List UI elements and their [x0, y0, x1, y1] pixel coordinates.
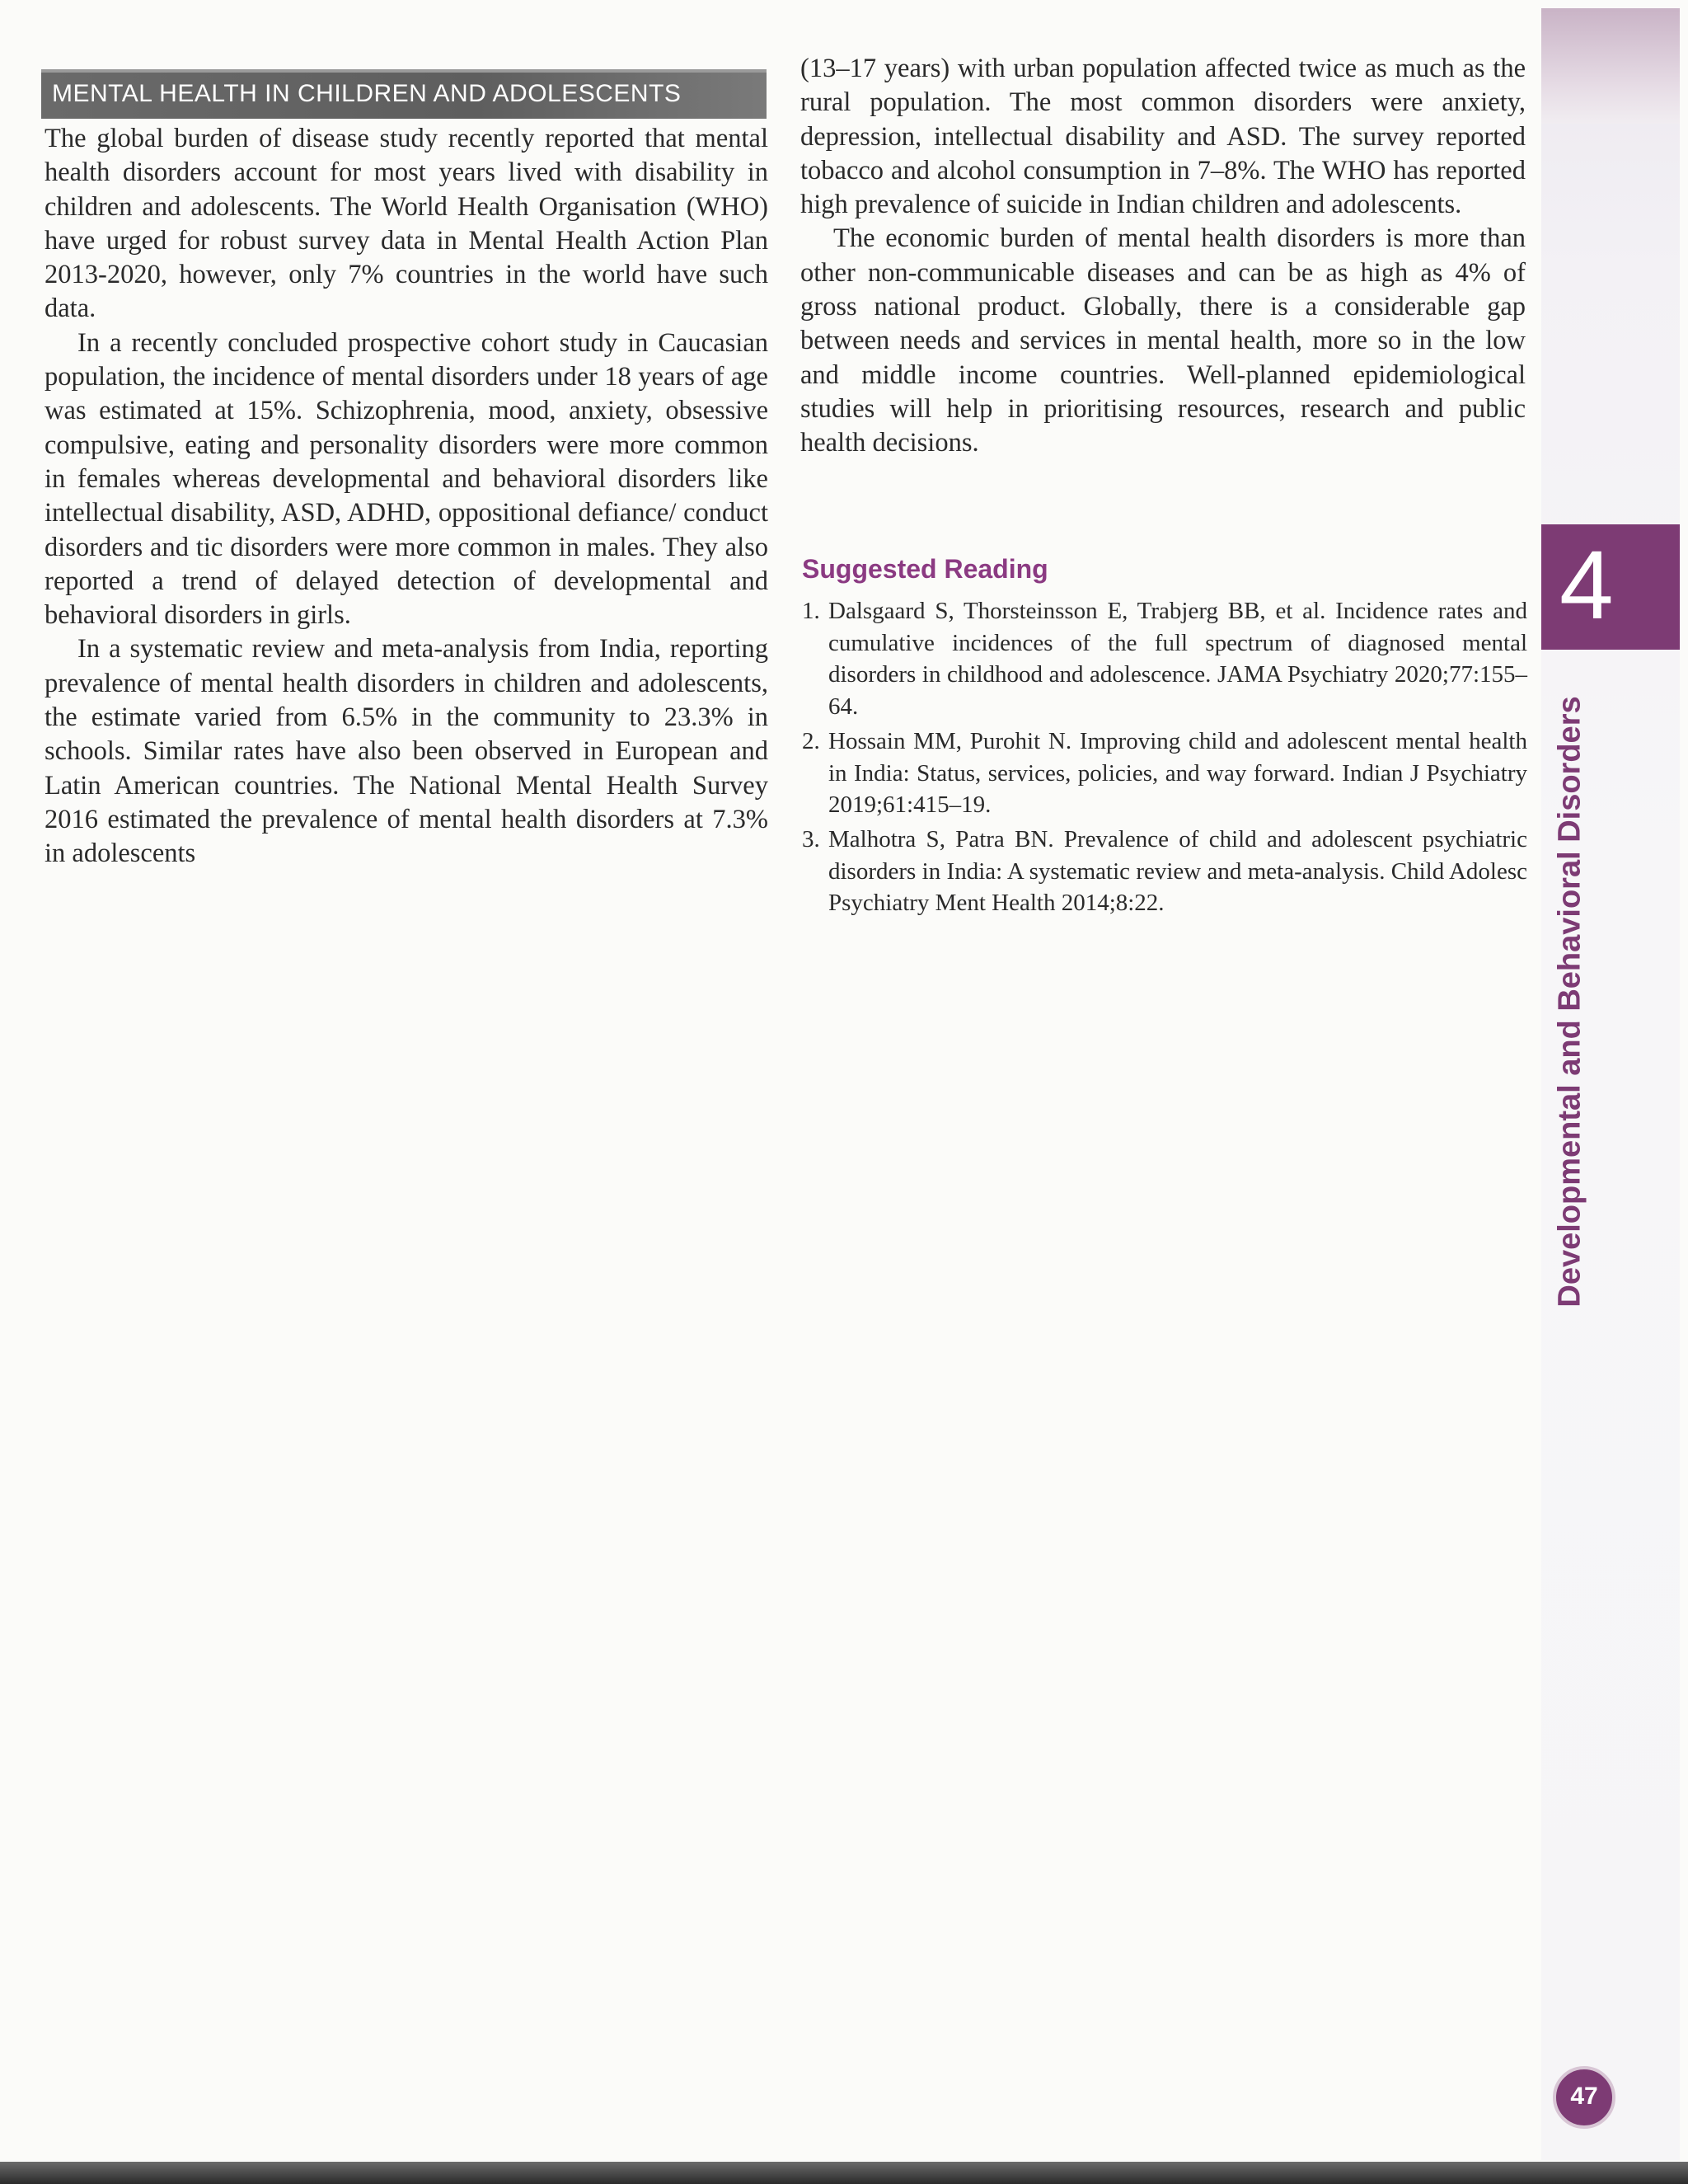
right-text-column [800, 52, 1526, 461]
side-margin-top-shade [1541, 8, 1680, 124]
reference-text: Hossain MM, Purohit N. Improving child and adolescent mental health in India: Status, services, policies, and way forward. Indian J Psychiatry 2019;61:415–19. [828, 727, 1527, 819]
reference-number: 3. [802, 825, 820, 852]
reference-item [802, 595, 1527, 723]
suggested-reading-heading: Suggested Reading [802, 554, 1048, 584]
section-heading: MENTAL HEALTH IN CHILDREN AND ADOLESCENTS [52, 80, 682, 107]
reference-number: 2. [802, 727, 820, 754]
chapter-title-vertical [1541, 668, 1599, 1336]
paragraph: In a systematic review and meta-analysis from India, reporting prevalence of mental health disorders in children and adolescents, the estimate varied from 6.5% in the community to 23.3% in schools. Similar rates have also been observed in European and Latin American countries. The National Mental Health Survey 2016 estimated the prevalence of mental health disorders at 7.3% in adolescents [45, 634, 768, 869]
reference-text: Malhotra S, Patra BN. Prevalence of child and adolescent psychiatric disorders in India: A systematic review and meta-analysis. Child Adolesc Psychiatry Ment Health 2014;8:22. [828, 825, 1527, 917]
chapter-tab [1541, 524, 1680, 650]
left-text-column [45, 122, 768, 871]
paragraph: The global burden of disease study recently reported that mental health disorders account for most years lived with disability in children and adolescents. The World Health Organisation (WHO) have urged for robust survey data in Mental Health Action Plan 2013-2020, however, only 7% countries in the world have such data. [45, 124, 768, 324]
page-number: 47 [1570, 2083, 1598, 2110]
chapter-title: Developmental and Behavioral Disorders [1552, 696, 1587, 1308]
reference-item [802, 824, 1527, 919]
reference-number: 1. [802, 598, 820, 624]
reference-item [802, 726, 1527, 821]
page-bottom-edge [0, 2162, 1688, 2184]
paragraph: (13–17 years) with urban population affected twice as much as the rural population. The most common disorders were anxiety, depression, intellectual disability and ASD. The survey reported tobacco and alcohol consumption in 7–8%. The WHO has reported high prevalence of suicide in Indian children and adolescents. [800, 54, 1526, 220]
section-heading-bar [41, 69, 767, 119]
chapter-number: 4 [1559, 531, 1614, 640]
reference-list [802, 595, 1527, 922]
page-number-badge [1553, 2066, 1615, 2129]
paragraph: In a recently concluded prospective cohort study in Caucasian population, the incidence of mental disorders under 18 years of age was estimated at 15%. Schizophrenia, mood, anxiety, obsessive compulsive, eating and personality disorders were more common in females whereas developmental and behavioral disorders like intellectual disability, ASD, ADHD, oppositional defiance/ conduct disorders and tic disorders were more common in males. They also reported a trend of delayed detection of developmental and behavioral disorders in girls. [45, 327, 768, 631]
paragraph: The economic burden of mental health disorders is more than other non-communicable diseases and can be as high as 4% of gross national product. Globally, there is a considerable gap between needs and services in mental health, more so in the low and middle income countries. Well-planned epidemiological studies will help in prioritising resources, research and public health decisions. [800, 223, 1526, 458]
reference-text: Dalsgaard S, Thorsteinsson E, Trabjerg BB, et al. Incidence rates and cumulative incidences of the full spectrum of diagnosed mental disorders in childhood and adolescence. JAMA Psychiatry 2020;77:155–64. [828, 598, 1527, 721]
